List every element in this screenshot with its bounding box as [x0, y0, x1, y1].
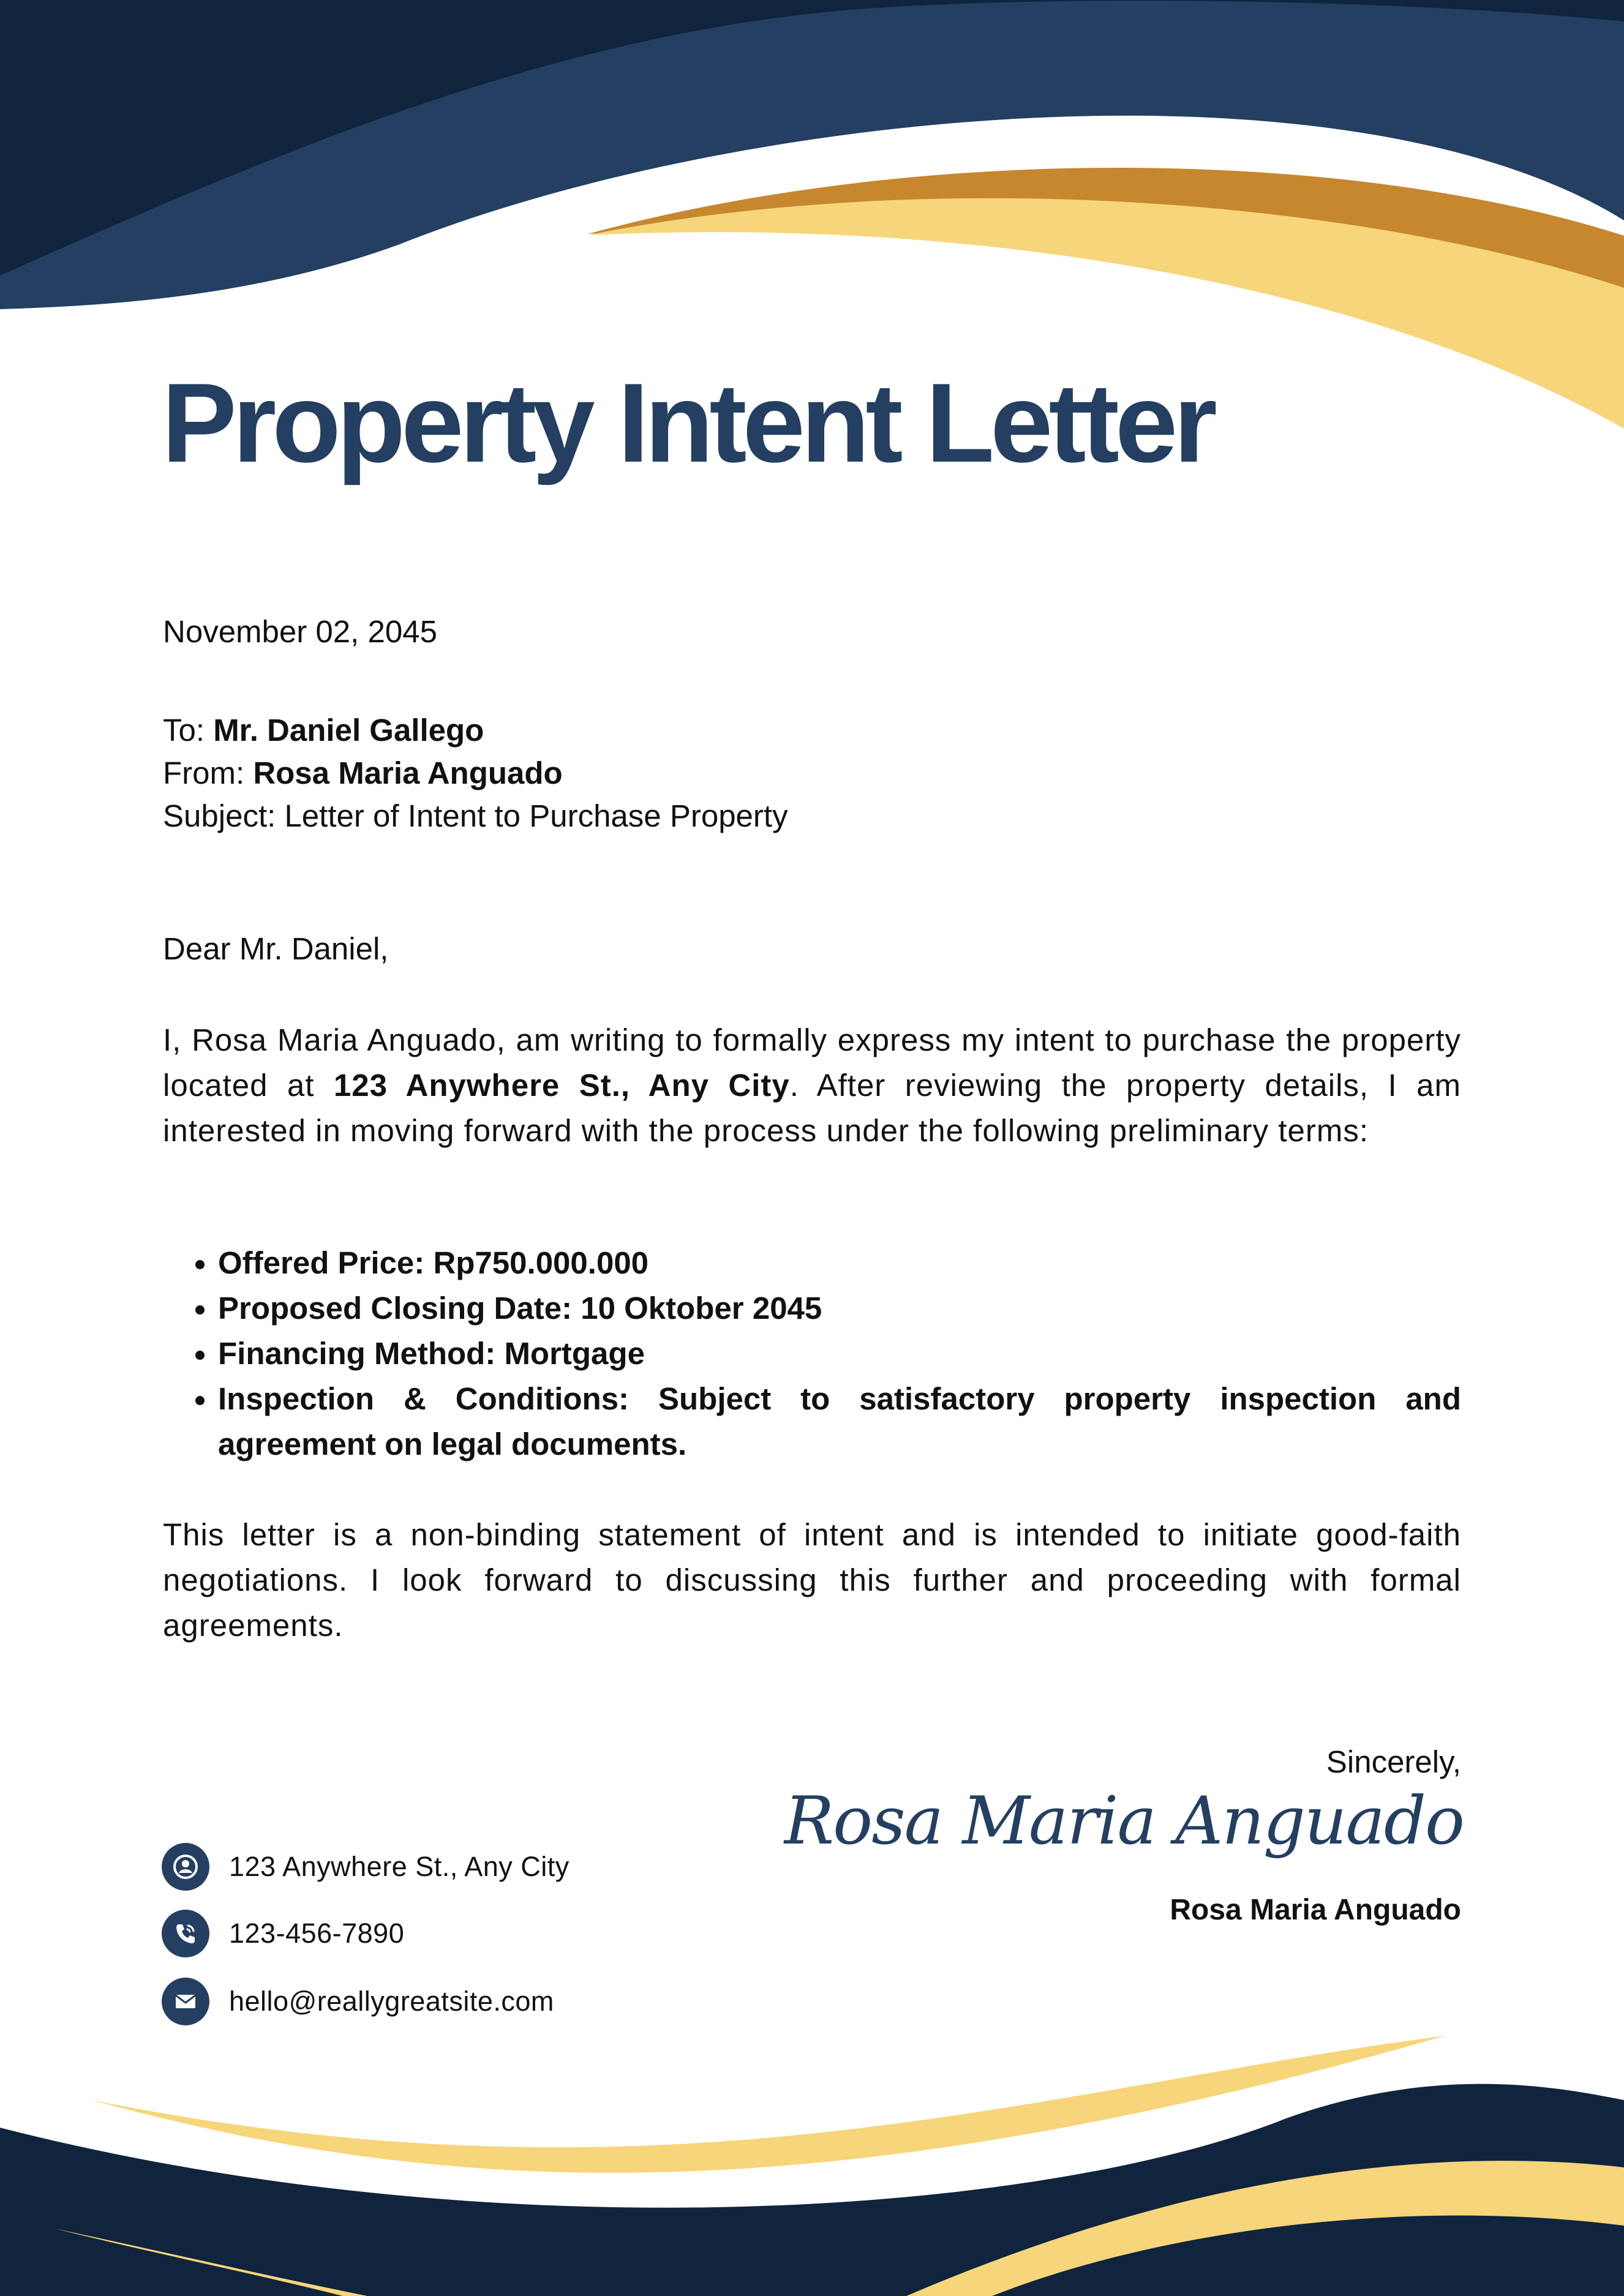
- term-inspection-conditions: • Inspection & Conditions: Subject to satisfactory property inspection and agreement on legal documents.: [218, 1376, 1461, 1467]
- to-label: To:: [163, 713, 214, 748]
- term-financing-method: • Financing Method: Mortgage: [218, 1331, 1461, 1376]
- intro-text-start: I, Rosa Maria Anguado, am writing to formally express my intent to purchase the property located at: [163, 1022, 1461, 1103]
- from-line: [163, 752, 788, 795]
- intro-text-end: . After reviewing the property details, I am interested in moving forward with the process under the following preliminary terms:: [163, 1068, 1462, 1148]
- property-address: 123 Anywhere St., Any City: [333, 1068, 790, 1103]
- address-text: 123 Anywhere St., Any City: [229, 1851, 570, 1882]
- person-pin-icon: [162, 1843, 209, 1891]
- term-offered-price: • Offered Price: Rp750.000.000: [218, 1240, 1461, 1286]
- contact-phone: [162, 1908, 404, 1959]
- sender-name: Rosa Maria Anguado: [253, 756, 563, 790]
- contact-address: [162, 1842, 570, 1892]
- phone-icon: [162, 1910, 209, 1957]
- signer-name: Rosa Maria Anguado: [1170, 1894, 1461, 1926]
- phone-text: 123-456-7890: [229, 1918, 405, 1949]
- from-label: From:: [163, 756, 254, 790]
- subject-line: Subject: Letter of Intent to Purchase Property: [163, 798, 788, 833]
- term-closing-date: • Proposed Closing Date: 10 Oktober 2045: [218, 1286, 1461, 1331]
- handwritten-signature: Rosa Maria Anguado: [784, 1783, 1464, 1859]
- page-title: Property Intent Letter: [162, 359, 1213, 486]
- to-line: [163, 709, 788, 752]
- bottom-wave-decoration: [0, 2014, 1624, 2296]
- salutation: Dear Mr. Daniel,: [163, 931, 389, 966]
- email-text: hello@reallygreatsite.com: [229, 1986, 554, 2017]
- closing-phrase: Sincerely,: [1326, 1744, 1461, 1779]
- recipient-name: Mr. Daniel Gallego: [213, 713, 484, 748]
- closing-paragraph: This letter is a non-binding statement of intent and is intended to initiate good-faith negotiations. I look forward to discussing this further and proceeding with formal agreements.: [163, 1517, 1461, 1643]
- letter-date: November 02, 2045: [163, 614, 437, 649]
- terms-list: [163, 1240, 1461, 1467]
- letter-header: [163, 709, 788, 838]
- intro-paragraph: [163, 1018, 1461, 1154]
